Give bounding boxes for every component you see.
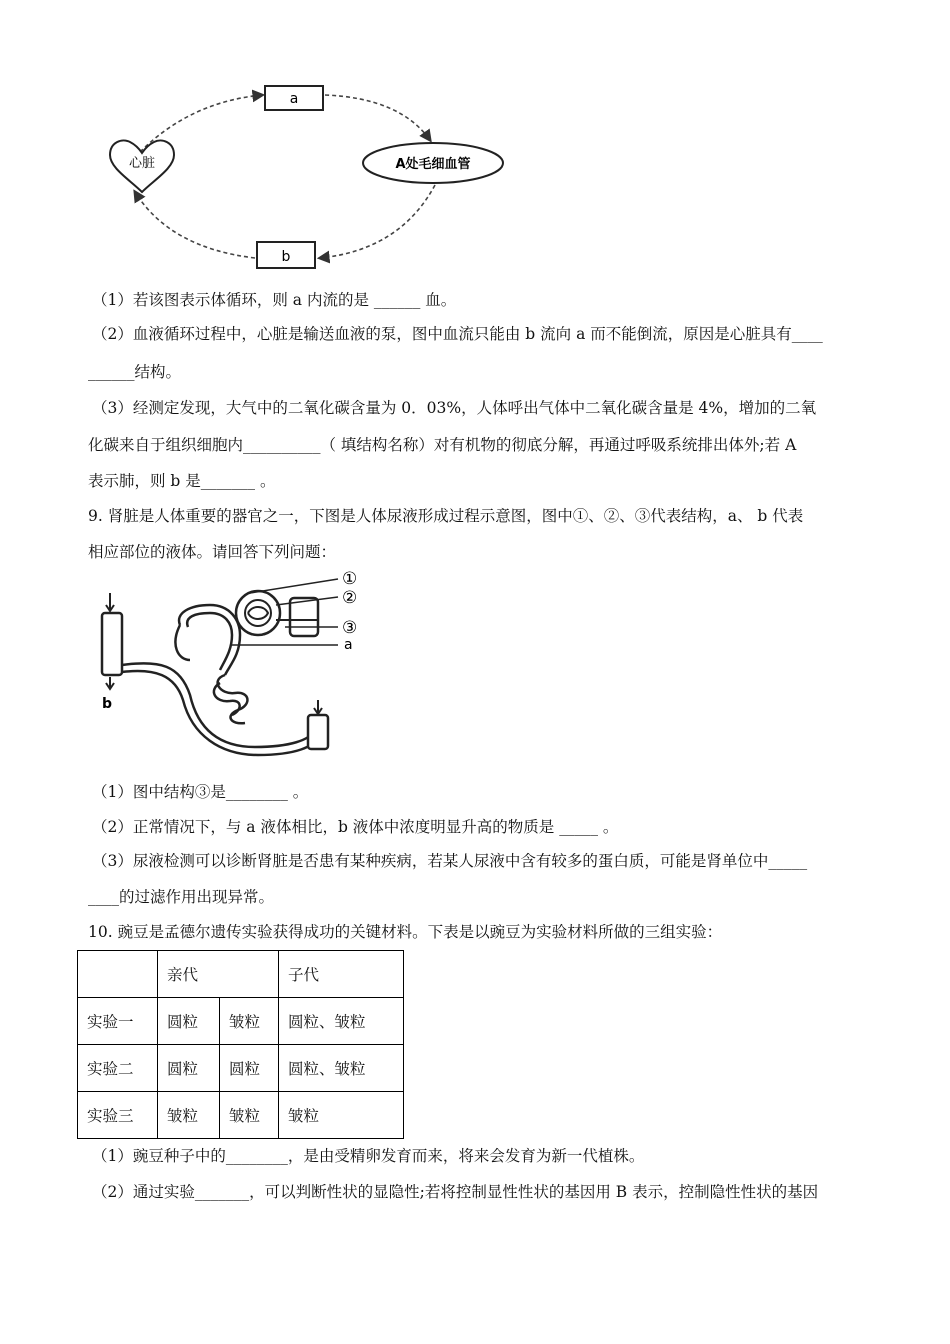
table-row bbox=[78, 998, 404, 1045]
box-a-label: a bbox=[289, 91, 299, 107]
q9-stem-line1: 9. 肾脏是人体重要的器官之一，下图是人体尿液形成过程示意图，图中①、②、③代表结构，a、 b 代表 bbox=[88, 507, 804, 525]
table-cell: 皱粒 bbox=[220, 998, 279, 1045]
table-cell: 皱粒 bbox=[279, 1092, 404, 1139]
q9-stem-line2: 相应部位的液体。请回答下列问题： bbox=[88, 543, 337, 561]
q9-part1: （1）图中结构③是________ 。 bbox=[92, 783, 309, 801]
left-duct bbox=[102, 613, 122, 675]
table-header-parent: 亲代 bbox=[158, 951, 279, 998]
arrow-b-to-heart bbox=[135, 192, 255, 258]
label-a: a bbox=[344, 637, 353, 653]
table-row bbox=[78, 1092, 404, 1139]
glomerulus bbox=[236, 591, 280, 635]
table-cell: 圆粒 bbox=[158, 998, 220, 1045]
q9-part2: （2）正常情况下，与 a 液体相比，b 液体中浓度明显升高的物质是 _____ 。 bbox=[92, 818, 619, 836]
q10-part1: （1）豌豆种子中的________，是由受精卵发育而来，将来会发育为新一代植株。 bbox=[92, 1147, 645, 1165]
label-3: ③ bbox=[342, 618, 358, 638]
q8-part2-line2: ______结构。 bbox=[88, 363, 182, 381]
q8-part3-line3: 表示肺，则 b 是_______ 。 bbox=[88, 472, 276, 490]
q8-part2-line1: （2）血液循环过程中，心脏是输送血液的泵，图中血流只能由 b 流向 a 而不能倒流，原因是心脏具有____ bbox=[92, 325, 823, 343]
table-cell: 实验二 bbox=[78, 1045, 158, 1092]
table-header-row bbox=[78, 951, 404, 998]
table-cell: 皱粒 bbox=[220, 1092, 279, 1139]
table-cell: 圆粒 bbox=[158, 1045, 220, 1092]
table-cell: 实验三 bbox=[78, 1092, 158, 1139]
bottom-duct bbox=[308, 715, 328, 749]
nephron-diagram bbox=[80, 565, 380, 765]
arrow-capillary-to-b bbox=[320, 185, 435, 258]
q10-stem: 10. 豌豆是孟德尔遗传实验获得成功的关键材料。下表是以豌豆为实验材料所做的三组实验： bbox=[88, 923, 723, 941]
q9-part3-line1: （3）尿液检测可以诊断肾脏是否患有某种疾病，若某人尿液中含有较多的蛋白质，可能是肾单位中_____ bbox=[92, 852, 808, 870]
experiment-table bbox=[77, 950, 404, 1139]
label-2: ② bbox=[342, 588, 358, 608]
q8-part3-line1: （3）经测定发现，大气中的二氧化碳含量为 0．03%，人体呼出气体中二氧化碳含量是 4%，增加的二氧 bbox=[92, 399, 817, 417]
q8-part3-line2: 化碳来自于组织细胞内__________（ 填结构名称）对有机物的彻底分解，再通过呼吸系统排出体外;若 A bbox=[88, 436, 797, 454]
table-cell: 皱粒 bbox=[158, 1092, 220, 1139]
capillary-label: A处毛细血管 bbox=[395, 157, 471, 172]
table-cell: 圆粒、皱粒 bbox=[279, 1045, 404, 1092]
table-cell: 圆粒、皱粒 bbox=[279, 998, 404, 1045]
circulation-diagram bbox=[100, 80, 520, 280]
arrow-a-to-capillary bbox=[325, 95, 430, 140]
table-cell: 实验一 bbox=[78, 998, 158, 1045]
heart-label: 心脏 bbox=[128, 156, 156, 171]
label-b: b bbox=[102, 696, 113, 712]
box-b-label: b bbox=[281, 249, 291, 265]
q8-part1: （1）若该图表示体循环，则 a 内流的是 ______ 血。 bbox=[92, 291, 457, 309]
q9-part3-line2: ____的过滤作用出现异常。 bbox=[88, 888, 275, 906]
right-vessel bbox=[290, 598, 318, 636]
table-cell: 圆粒 bbox=[220, 1045, 279, 1092]
q10-part2: （2）通过实验_______，可以判断性状的显隐性;若将控制显性性状的基因用 B 表示，控制隐性性状的基因 bbox=[92, 1183, 819, 1201]
table-row bbox=[78, 1045, 404, 1092]
table-header-child: 子代 bbox=[279, 951, 404, 998]
label-1: ① bbox=[342, 569, 358, 589]
table-cell bbox=[78, 951, 158, 998]
